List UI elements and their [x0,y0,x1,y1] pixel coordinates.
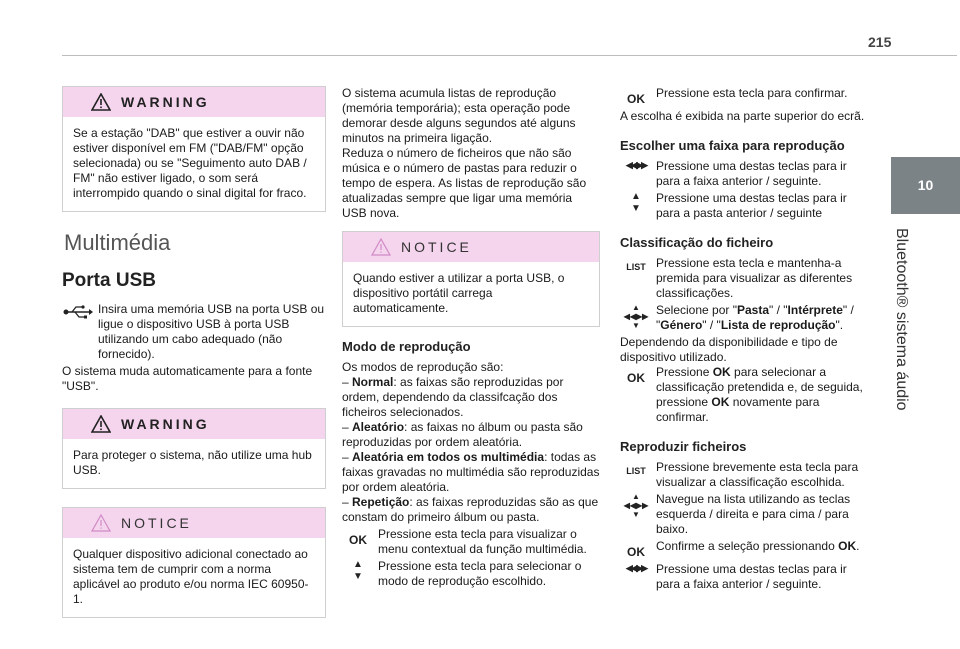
prev-next-text: Pressione uma destas teclas para ir para a faixa anterior / seguinte. [656,159,847,188]
warning-text: Se a estação "DAB" que estiver a ouvir não estiver disponível em FM ("DAB/FM" opção selecionada) ou se "Seguimento auto DAB / FM" não estiver ligado, o som será interrompido quando o sinal digital for fraco. [73,126,307,200]
warning-icon [91,415,111,433]
chapter-tab: 10 [891,157,960,214]
ok-confirm-text: Pressione esta tecla para confirmar. [656,86,848,100]
warning-header-2 [63,409,325,439]
notice-text-2: Quando estiver a utilizar a porta USB, o dispositivo portátil carrega automaticamente. [353,271,565,315]
prev-next-text-2: Pressione uma destas teclas para ir para a faixa anterior / seguinte. [656,562,847,591]
ok-select-instruction [620,365,871,425]
notice-header [63,508,325,538]
updown-text: Pressione esta tecla para selecionar o modo de reprodução escolhido. [378,559,582,588]
prev-next-instruction-2 [620,562,871,592]
column-1 [62,86,326,636]
ok-key-icon: OK [627,92,645,106]
four-way-arrows-icon: ▲ ◀◀▶▶ ▼ [623,303,649,330]
warning-box [62,86,326,212]
heading-file-classification: Classificação do ficheiro [620,235,774,250]
list-text: Pressione esta tecla e mantenha-a premida para visualizar as diferentes classificações. [656,256,853,300]
intro-text: O sistema acumula listas de reprodução (memória temporária); esta operação pode demorar desde alguns segundos até alguns minutos na primeira ligação. [342,86,576,145]
ok-instruction [342,527,600,557]
subsection-title: Porta USB [62,270,156,291]
heading-playback-mode: Modo de reprodução [342,339,471,354]
notice-box [62,507,326,618]
up-down-arrows-icon: ▲ ▼ [353,559,363,582]
heading-play-files: Reproduzir ficheiros [620,439,747,454]
mode-random-all-text: : todas as faixas gravadas no multimédia são reproduzidas por ordem aleatória. [342,450,600,494]
select-instruction [620,303,871,333]
folder-instruction [620,191,871,221]
depends-text: Dependendo da disponibilidade e tipo de dispositivo utilizado. [620,335,838,364]
prev-next-icon: ◀◀ ▶▶ [625,160,647,170]
select-text: Selecione por "Pasta" / "Intérprete" / "Género" / "Lista de reprodução". [656,303,854,332]
prev-next-instruction [620,159,871,189]
mode-repeat-text: : as faixas reproduzidas são as que constam do primeiro álbum ou pasta. [342,495,599,524]
confirm-text: Confirme a seleção pressionando OK. [656,539,860,553]
warning-text-2: Para proteger o sistema, não utilize uma hub USB. [73,448,312,477]
warning-box-2 [62,408,326,489]
prev-next-icon: ◀◀ ▶▶ [625,563,647,573]
column-2 [342,86,600,591]
folder-text: Pressione uma destas teclas para ir para a pasta anterior / seguinte [656,191,847,220]
notice-box-2 [342,231,600,327]
usb-text: Insira uma memória USB na porta USB ou ligue o dispositivo USB à porta USB utilizando um cabo adequado (não fornecido). [98,302,325,361]
header-rule [62,55,957,56]
mode-random-all: – Aleatória em todos os multimédia: todas as faixas gravadas no multimédia são reproduzidas por ordem aleatória. [342,450,600,494]
usb-icon [62,304,94,322]
navigate-instruction [620,492,871,537]
heading-choose-track: Escolher uma faixa para reprodução [620,138,845,153]
ok-confirm-instruction [620,86,871,106]
usb-text-2: O sistema muda automaticamente para a fonte "USB". [62,364,313,393]
mode-random-all-label: Aleatória em todos os multimédia [352,450,545,464]
notice-text: Qualquer dispositivo adicional conectado ao sistema tem de cumprir com a norma aplicável ao produto e/ou norma IEC 60950-1. [73,547,309,606]
ok-key-icon: OK [627,545,645,559]
side-title-text: Bluetooth® sistema áudio [893,228,910,411]
warning-title-2: WARNING [121,416,210,432]
ok-key-icon: OK [627,371,645,385]
warning-header [63,87,325,117]
list-key-icon: LIST [626,466,646,476]
notice-icon [371,238,391,256]
modes-intro: Os modos de reprodução são: [342,360,504,374]
ok-select-text: Pressione OK para selecionar a classificação pretendida e, de seguida, pressione OK novamente para confirmar. [656,365,863,424]
notice-title: NOTICE [121,515,192,531]
notice-title-2: NOTICE [401,239,472,255]
navigate-text: Navegue na lista utilizando as teclas esquerda / direita e para cima / para baixo. [656,492,851,536]
notice-header-2 [343,232,599,262]
side-title [888,228,912,411]
ok-key-icon: OK [349,533,367,547]
section-title: Multimédia [64,230,171,255]
updown-instruction [342,559,600,589]
mode-random: – Aleatório: as faixas no álbum ou pasta são reproduzidas por ordem aleatória. [342,420,583,449]
four-way-arrows-icon: ▲ ◀◀▶▶ ▼ [623,492,649,519]
mode-normal-label: Normal [352,375,394,389]
list-text-2: Pressione brevemente esta tecla para visualizar a classificação escolhida. [656,460,859,489]
warning-icon [91,93,111,111]
mode-repeat-label: Repetição [352,495,410,509]
ok-text: Pressione esta tecla para visualizar o menu contextual da função multimédia. [378,527,587,556]
usb-instruction [62,302,326,362]
mode-normal-text: : as faixas são reproduzidas por ordem, dependendo da classifcação dos ficheiros selecionados. [342,375,564,419]
mode-random-label: Aleatório [352,420,405,434]
intro-text-2: Reduza o número de ficheiros que não são música e o número de pastas para reduzir o tempo de espera. As listas de reprodução são atualizadas sempre que ligar uma memória USB nova. [342,146,587,220]
up-down-arrows-icon: ▲ ▼ [631,191,641,214]
mode-random-text: : as faixas no álbum ou pasta são reproduzidas por ordem aleatória. [342,420,583,449]
notice-icon [91,514,111,532]
list-instruction [620,256,871,301]
confirm-instruction [620,539,871,559]
list-instruction-2 [620,460,871,490]
list-key-icon: LIST [626,262,646,272]
mode-normal: – Normal: as faixas são reproduzidas por ordem, dependendo da classifcação dos ficheiros selecionados. [342,375,564,419]
column-3 [620,86,871,594]
warning-title: WARNING [121,94,210,110]
mode-repeat: – Repetição: as faixas reproduzidas são as que constam do primeiro álbum ou pasta. [342,495,599,524]
page-number: 215 [868,34,892,50]
choice-shown-text: A escolha é exibida na parte superior do ecrã. [620,109,865,123]
